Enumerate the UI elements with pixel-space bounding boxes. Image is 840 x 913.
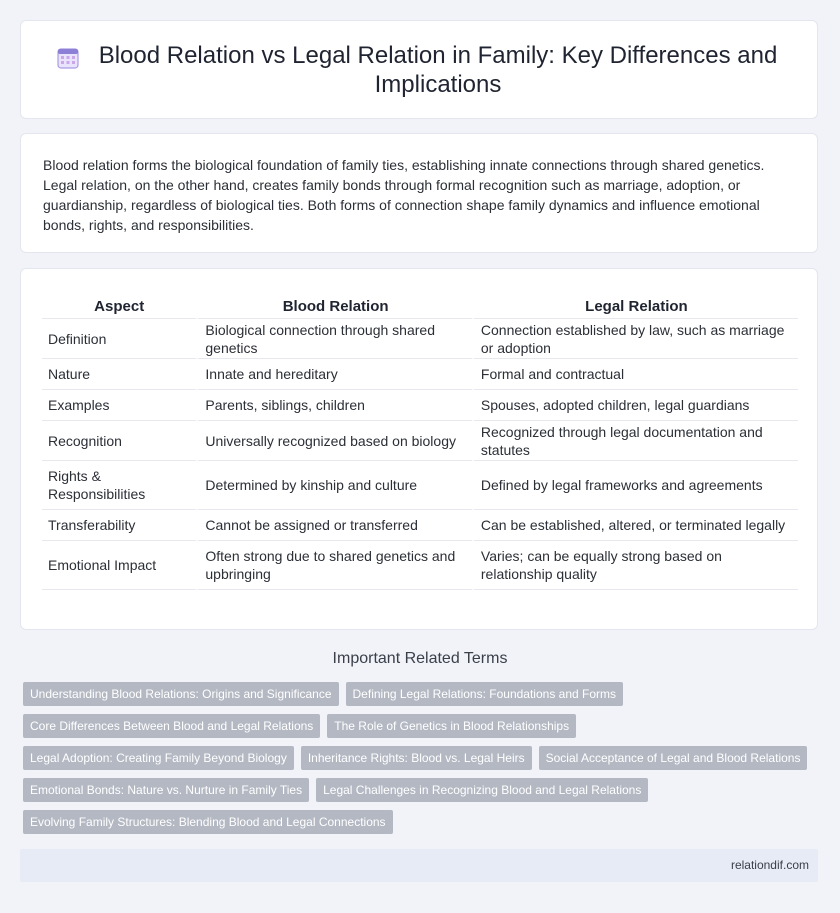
header-card bbox=[20, 20, 818, 119]
comparison-table-card bbox=[20, 268, 818, 630]
table-cell: Spouses, adopted children, legal guardians bbox=[472, 390, 798, 421]
table-row bbox=[42, 510, 798, 541]
table-cell: Connection established by law, such as marriage or adoption bbox=[472, 319, 798, 359]
related-term-link[interactable]: Inheritance Rights: Blood vs. Legal Heirs bbox=[301, 746, 532, 770]
table-cell: Defined by legal frameworks and agreements bbox=[472, 461, 798, 510]
table-cell: Definition bbox=[42, 319, 196, 359]
column-header-blood: Blood Relation bbox=[196, 295, 472, 319]
table-cell: Cannot be assigned or transferred bbox=[196, 510, 472, 541]
table-cell: Recognized through legal documentation and statutes bbox=[472, 421, 798, 461]
table-cell: Rights & Responsibilities bbox=[42, 461, 196, 510]
table-cell: Often strong due to shared genetics and upbringing bbox=[196, 541, 472, 590]
table-cell: Emotional Impact bbox=[42, 541, 196, 590]
table-row bbox=[42, 359, 798, 390]
comparison-table bbox=[42, 295, 798, 590]
page-title: Blood Relation vs Legal Relation in Family: Key Differences and Implications bbox=[98, 41, 778, 98]
tag-row bbox=[23, 778, 823, 802]
table-cell: Can be established, altered, or terminated legally bbox=[472, 510, 798, 541]
table-cell: Biological connection through shared genetics bbox=[196, 319, 472, 359]
table-cell: Transferability bbox=[42, 510, 196, 541]
column-header-aspect: Aspect bbox=[42, 295, 196, 319]
tag-row bbox=[23, 746, 823, 770]
table-cell: Recognition bbox=[42, 421, 196, 461]
footer-site-link[interactable]: relationdif.com bbox=[730, 858, 809, 872]
tag-row bbox=[23, 810, 823, 834]
table-row bbox=[42, 541, 798, 590]
footer-bar bbox=[20, 849, 818, 882]
tag-row bbox=[23, 714, 823, 738]
related-term-link[interactable]: The Role of Genetics in Blood Relationships bbox=[327, 714, 576, 738]
table-cell: Formal and contractual bbox=[472, 359, 798, 390]
table-cell: Examples bbox=[42, 390, 196, 421]
table-cell: Determined by kinship and culture bbox=[196, 461, 472, 510]
table-cell: Varies; can be equally strong based on relationship quality bbox=[472, 541, 798, 590]
table-cell: Universally recognized based on biology bbox=[196, 421, 472, 461]
table-row bbox=[42, 461, 798, 510]
table-row bbox=[42, 390, 798, 421]
tag-row bbox=[23, 682, 823, 706]
intro-paragraph: Blood relation forms the biological foundation of family ties, establishing innate connections through shared genetics. Legal relation, on the other hand, creates family bonds through formal recognition such as marriage, adoption, or guardianship, regardless of biological ties. Both forms of connection shape family dynamics and influence emotional bonds, rights, and responsibilities. bbox=[43, 157, 765, 233]
table-row bbox=[42, 319, 798, 359]
related-term-link[interactable]: Legal Adoption: Creating Family Beyond Biology bbox=[23, 746, 294, 770]
related-term-link[interactable]: Legal Challenges in Recognizing Blood and Legal Relations bbox=[316, 778, 648, 802]
related-term-link[interactable]: Core Differences Between Blood and Legal Relations bbox=[23, 714, 320, 738]
related-term-link[interactable]: Defining Legal Relations: Foundations and Forms bbox=[346, 682, 623, 706]
related-terms-heading: Important Related Terms bbox=[332, 650, 508, 667]
table-header-row bbox=[42, 295, 798, 319]
table-cell: Nature bbox=[42, 359, 196, 390]
intro-card bbox=[20, 133, 818, 253]
table-cell: Innate and hereditary bbox=[196, 359, 472, 390]
related-term-link[interactable]: Understanding Blood Relations: Origins and Significance bbox=[23, 682, 339, 706]
column-header-legal: Legal Relation bbox=[472, 295, 798, 319]
table-cell: Parents, siblings, children bbox=[196, 390, 472, 421]
related-term-link[interactable]: Social Acceptance of Legal and Blood Relations bbox=[539, 746, 808, 770]
related-terms-list bbox=[23, 682, 823, 842]
calendar-grid-icon bbox=[55, 45, 81, 71]
related-term-link[interactable]: Emotional Bonds: Nature vs. Nurture in Family Ties bbox=[23, 778, 309, 802]
related-term-link[interactable]: Evolving Family Structures: Blending Blood and Legal Connections bbox=[23, 810, 393, 834]
table-row bbox=[42, 421, 798, 461]
